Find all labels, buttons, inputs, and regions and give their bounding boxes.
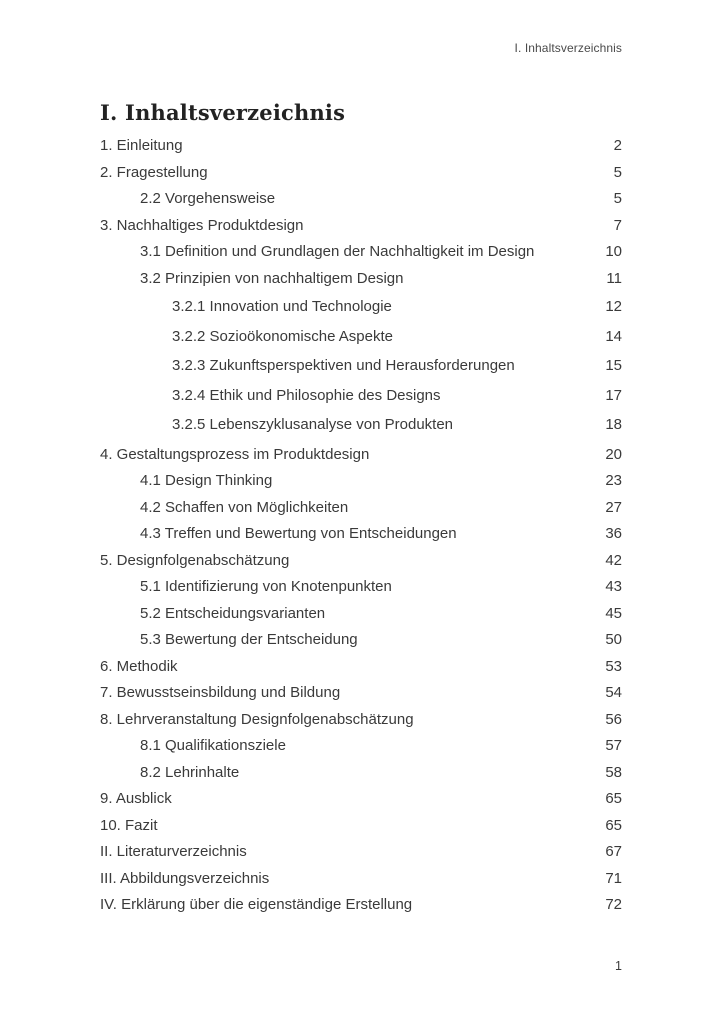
toc-entry <box>100 897 622 913</box>
toc-entry-label: 3.2.5 Lebenszyklusanalyse von Produkten <box>172 416 454 433</box>
toc-entry-label: 3.2.4 Ethik und Philosophie des Designs <box>172 386 441 404</box>
toc-entry <box>100 191 622 207</box>
toc-entry-label: 5.1 Identifizierung von Knotenpunkten <box>140 578 392 595</box>
toc-entry <box>100 579 622 595</box>
toc-entry <box>100 473 622 489</box>
toc-entry <box>100 218 622 234</box>
toc-entry-page: 18 <box>605 416 622 433</box>
toc-entry <box>100 138 622 154</box>
toc-entry-label: 5.2 Entscheidungsvarianten <box>140 604 326 622</box>
toc-entry-label: 3.2.3 Zukunftsperspektiven und Herausforderungen <box>172 357 515 374</box>
toc-entry-label: 1. Einleitung <box>100 137 183 154</box>
toc-entry <box>100 871 622 887</box>
toc-entry-page: 53 <box>605 657 622 675</box>
toc-entry-label: 4. Gestaltungsprozess im Produktdesign <box>100 445 370 463</box>
toc-entry <box>100 659 622 675</box>
toc-entry-label: 7. Bewusstseinsbildung und Bildung <box>100 684 341 701</box>
toc-entry-label: 4.3 Treffen und Bewertung von Entscheidungen <box>140 525 457 542</box>
toc-entry-label: 5. Designfolgenabschätzung <box>100 551 290 569</box>
toc-entry-page: 27 <box>605 498 622 516</box>
toc-entry-label: 2. Fragestellung <box>100 163 208 181</box>
toc-entry-page: 65 <box>605 816 622 834</box>
toc-entry-page: 17 <box>605 386 622 404</box>
toc-entry <box>100 329 622 345</box>
toc-entry-page: 43 <box>605 578 622 595</box>
toc-entry <box>100 765 622 781</box>
table-of-contents <box>100 138 622 924</box>
toc-entry-label: 3.2.2 Sozioökonomische Aspekte <box>172 327 393 345</box>
toc-entry-page: 72 <box>605 896 622 913</box>
toc-entry-label: 3. Nachhaltiges Produktdesign <box>100 216 304 234</box>
toc-entry-label: 3.2 Prinzipien von nachhaltigem Design <box>140 269 404 287</box>
toc-entry <box>100 606 622 622</box>
toc-entry <box>100 447 622 463</box>
toc-entry-page: 45 <box>605 604 622 622</box>
toc-entry-page: 56 <box>605 710 622 728</box>
toc-entry <box>100 297 622 315</box>
toc-entry-label: 4.2 Schaffen von Möglichkeiten <box>140 498 349 516</box>
toc-entry-page: 65 <box>605 790 622 807</box>
toc-entry-page: 42 <box>605 551 622 569</box>
toc-entry-label: 6. Methodik <box>100 657 178 675</box>
toc-entry-page: 57 <box>605 737 622 754</box>
toc-entry-label: III. Abbildungsverzeichnis <box>100 869 270 887</box>
toc-entry-page: 5 <box>613 163 622 181</box>
toc-entry-page: 67 <box>605 843 622 860</box>
toc-entry-page: 10 <box>605 243 622 260</box>
toc-entry-page: 2 <box>613 137 622 154</box>
toc-entry-label: 3.1 Definition und Grundlagen der Nachhaltigkeit im Design <box>140 243 535 260</box>
toc-entry-label: 5.3 Bewertung der Entscheidung <box>140 631 358 648</box>
toc-entry <box>100 388 622 404</box>
toc-entry-page: 36 <box>605 525 622 542</box>
toc-entry <box>100 844 622 860</box>
toc-entry <box>100 818 622 834</box>
toc-entry <box>100 526 622 542</box>
toc-entry-label: 9. Ausblick <box>100 790 172 807</box>
toc-entry <box>100 500 622 516</box>
toc-entry-page: 50 <box>605 631 622 648</box>
toc-entry-label: 8. Lehrveranstaltung Designfolgenabschätzung <box>100 710 414 728</box>
toc-entry-page: 14 <box>605 327 622 345</box>
toc-entry <box>100 738 622 754</box>
toc-entry-label: 8.2 Lehrinhalte <box>140 763 240 781</box>
toc-entry-label: 2.2 Vorgehensweise <box>140 190 276 207</box>
toc-entry-page: 23 <box>605 472 622 489</box>
toc-entry-label: 4.1 Design Thinking <box>140 472 273 489</box>
toc-entry-page: 15 <box>605 357 622 374</box>
toc-entry-page: 12 <box>605 298 622 315</box>
page-number: 1 <box>615 959 622 973</box>
toc-entry <box>100 791 622 807</box>
toc-entry-page: 54 <box>605 684 622 701</box>
running-header: I. Inhaltsverzeichnis <box>514 41 622 55</box>
toc-entry-page: 71 <box>605 869 622 887</box>
page-title: I. Inhaltsverzeichnis <box>100 100 346 125</box>
toc-entry <box>100 712 622 728</box>
toc-entry-label: 10. Fazit <box>100 816 158 834</box>
toc-entry <box>100 244 622 260</box>
toc-entry-page: 5 <box>613 190 622 207</box>
toc-entry <box>100 417 622 433</box>
toc-entry <box>100 632 622 648</box>
toc-entry <box>100 553 622 569</box>
toc-entry-label: II. Literaturverzeichnis <box>100 843 247 860</box>
toc-entry-label: 8.1 Qualifikationsziele <box>140 737 286 754</box>
toc-entry <box>100 685 622 701</box>
toc-entry-page: 58 <box>605 763 622 781</box>
toc-entry-label: 3.2.1 Innovation und Technologie <box>172 298 392 315</box>
toc-entry-page: 20 <box>605 445 622 463</box>
toc-entry-page: 7 <box>613 216 622 234</box>
toc-entry-page: 11 <box>606 269 622 287</box>
toc-entry <box>100 358 622 374</box>
toc-entry-label: IV. Erklärung über die eigenständige Erstellung <box>100 896 413 913</box>
toc-entry <box>100 271 622 287</box>
toc-entry <box>100 165 622 181</box>
